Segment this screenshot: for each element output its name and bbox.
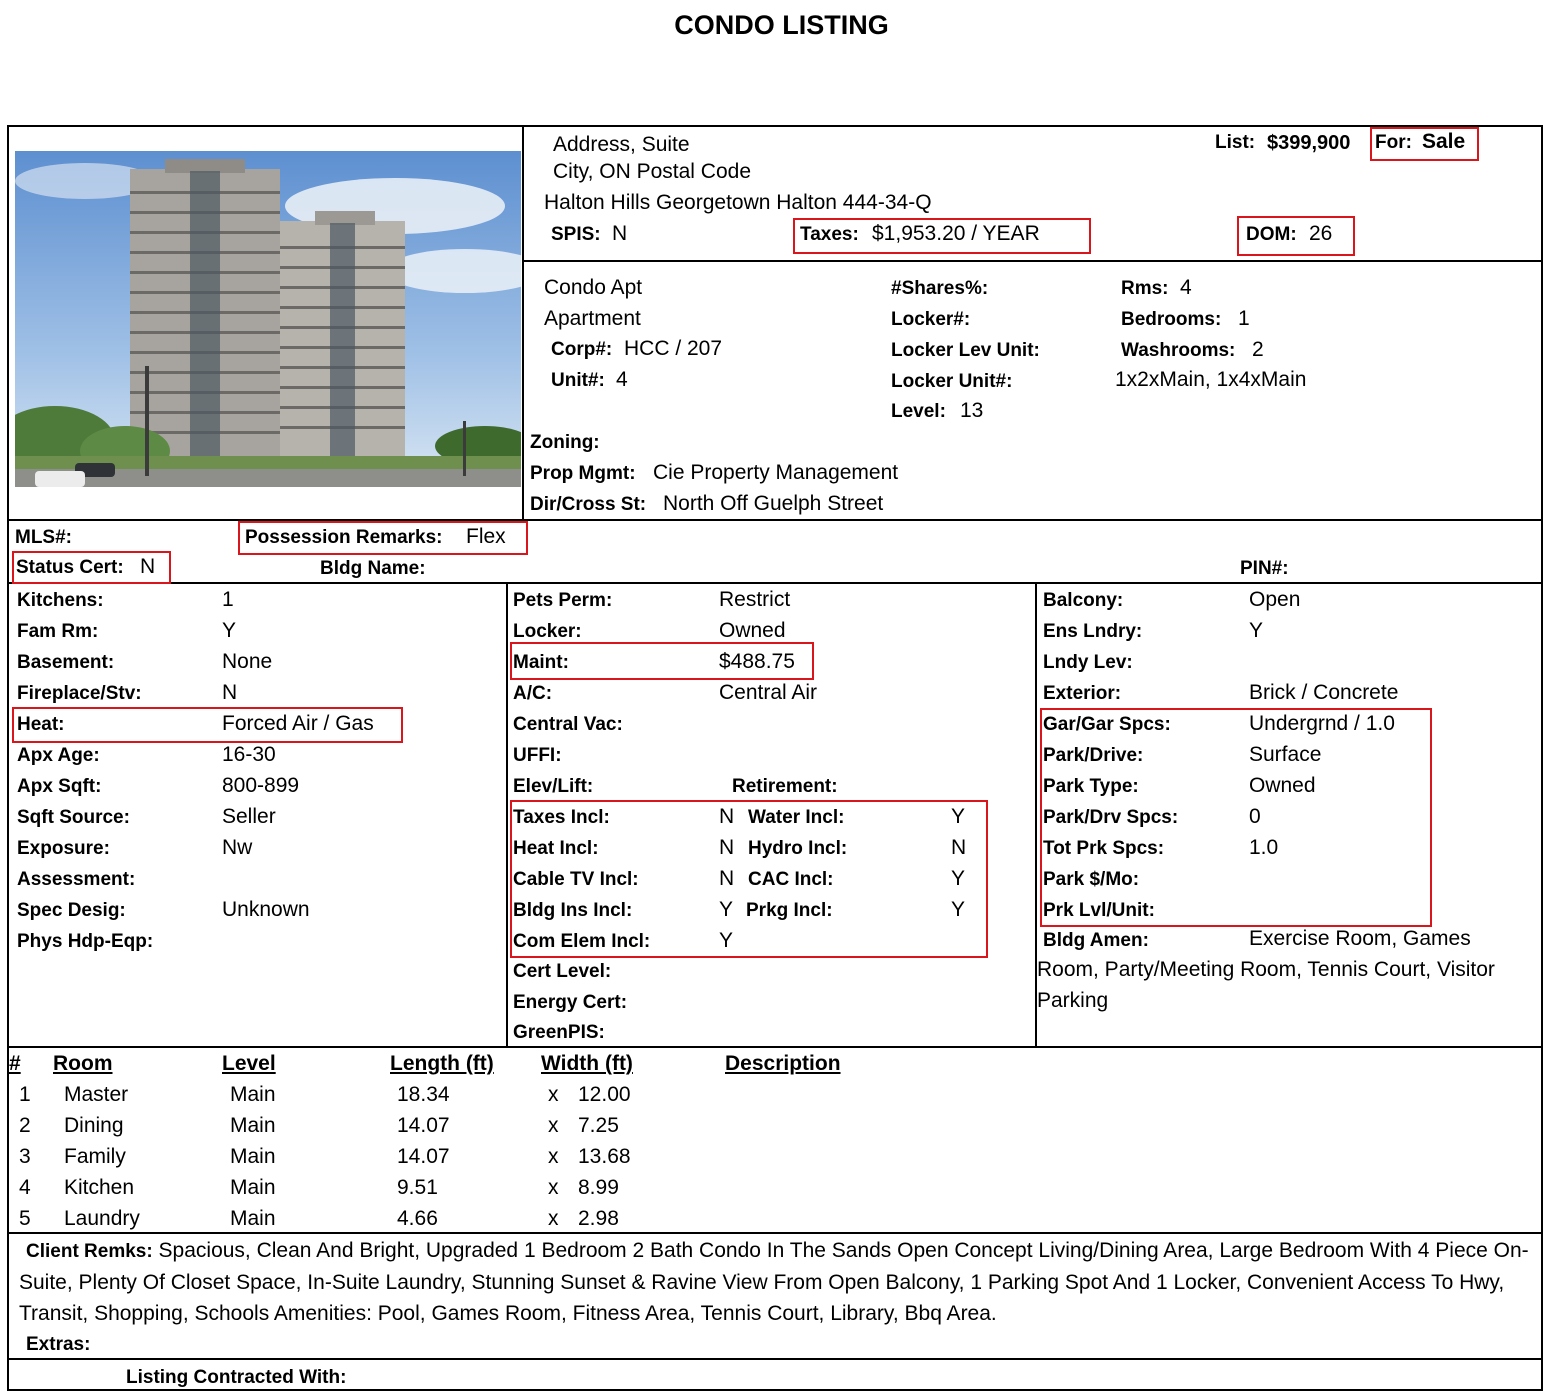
amen-line1: Exercise Room, Games (1249, 927, 1471, 950)
for-value: Sale (1422, 130, 1466, 153)
feature-value: Brick / Concrete (1249, 681, 1399, 704)
statuscert-value: N (140, 555, 156, 578)
uffi-label: UFFI: (513, 745, 562, 766)
area-line: Halton Hills Georgetown Halton 444-34-Q (544, 191, 932, 214)
corp-label: Corp#: (551, 339, 613, 360)
address-line2: City, ON Postal Code (553, 160, 752, 183)
propmgmt-label: Prop Mgmt: (530, 463, 636, 484)
inclusions-highlight (510, 800, 988, 958)
divider (8, 1046, 1542, 1048)
locker-lev-label: Locker Lev Unit: (891, 340, 1040, 361)
taxes-label: Taxes: (800, 224, 859, 245)
feature-value: 0 (1249, 805, 1261, 828)
inclusion-label: Cable TV Incl: (513, 869, 639, 890)
room-level: Main (230, 1145, 276, 1168)
feature-label: Tot Prk Spcs: (1043, 838, 1165, 859)
locker-value: Owned (719, 619, 786, 642)
taxes-value: $1,953.20 / YEAR (872, 222, 1040, 245)
inclusion-value: N (719, 867, 735, 890)
inclusion-value: Y (719, 898, 734, 921)
room-x: x (548, 1176, 559, 1199)
possession-value: Flex (466, 525, 506, 548)
dircross-value: North Off Guelph Street (663, 492, 884, 515)
client-remarks-text: Spacious, Clean And Bright, Upgraded 1 Bedroom 2 Bath Condo In The Sands Open Concept Living/Dining Area, Large Bedroom With 4 Piece On-Suite, Plenty Of Closet Space, In-Suite Laundry, Stunning Sunset & Ravine View From Open Balcony, 1 Parking Spot And 1 Locker, Convenient Access To Hwy, Transit, Shopping, Schools Amenities: Pool, Games Room, Fitness Area, Tennis Court, Library, Bbq Area. (19, 1239, 1529, 1325)
pin-label: PIN#: (1240, 558, 1289, 579)
rooms-header-room: Room (53, 1052, 113, 1075)
inclusion-label: Hydro Incl: (748, 838, 848, 859)
room-level: Main (230, 1176, 276, 1199)
washroom-detail: 1x2xMain, 1x4xMain (1115, 368, 1307, 391)
room-num: 4 (19, 1176, 31, 1199)
inclusion-value: Y (951, 867, 966, 890)
unit-style: Apartment (544, 307, 641, 330)
inclusion-value: Y (951, 898, 966, 921)
inclusion-value: N (951, 836, 967, 859)
divider (523, 260, 1541, 262)
room-num: 1 (19, 1083, 31, 1106)
room-level: Main (230, 1114, 276, 1137)
feature-label: Fam Rm: (17, 621, 99, 642)
corp-value: HCC / 207 (624, 337, 723, 360)
ac-value: Central Air (719, 681, 818, 704)
mls-label: MLS#: (15, 527, 72, 548)
feature-label: Balcony: (1043, 590, 1124, 611)
amen-line3: Parking (1037, 989, 1109, 1012)
feature-label: Ens Lndry: (1043, 621, 1143, 642)
washrooms-label: Washrooms: (1121, 340, 1236, 361)
inclusion-label: Com Elem Incl: (513, 931, 651, 952)
bedrooms-value: 1 (1238, 307, 1250, 330)
feature-label: Gar/Gar Spcs: (1043, 714, 1171, 735)
feature-label: Basement: (17, 652, 115, 673)
feature-value: Unknown (222, 898, 310, 921)
feature-label: Fireplace/Stv: (17, 683, 142, 704)
spis-value: N (612, 222, 628, 245)
room-num: 3 (19, 1145, 31, 1168)
rms-value: 4 (1180, 276, 1192, 299)
feature-value: 1.0 (1249, 836, 1279, 859)
heat-highlight (12, 707, 403, 743)
room-width: 13.68 (578, 1145, 631, 1168)
feature-label: Sqft Source: (17, 807, 130, 828)
inclusion-label: Water Incl: (748, 807, 845, 828)
room-length: 14.07 (397, 1114, 450, 1137)
rooms-header-length: Length (ft) (390, 1052, 494, 1075)
feature-value: Owned (1249, 774, 1316, 797)
feature-value: Y (222, 619, 237, 642)
feature-value: Surface (1249, 743, 1322, 766)
inclusion-value: Y (719, 929, 734, 952)
parking-highlight (1040, 708, 1432, 927)
feature-value: Open (1249, 588, 1301, 611)
inclusion-label: Taxes Incl: (513, 807, 610, 828)
address-line1: Address, Suite (553, 133, 690, 156)
inclusion-label: Prkg Incl: (746, 900, 833, 921)
feature-value: Nw (222, 836, 253, 859)
locker-no-label: Locker#: (891, 309, 971, 330)
feature-label: Apx Sqft: (17, 776, 102, 797)
room-length: 9.51 (397, 1176, 438, 1199)
room-length: 18.34 (397, 1083, 450, 1106)
pets-label: Pets Perm: (513, 590, 613, 611)
cert-label: Cert Level: (513, 961, 612, 982)
shares-label: #Shares%: (891, 278, 989, 299)
feature-label: Park/Drive: (1043, 745, 1144, 766)
divider (8, 1358, 1542, 1360)
level-value: 13 (960, 399, 984, 422)
feature-value: N (222, 681, 238, 704)
feature-label: Spec Desig: (17, 900, 126, 921)
divider (522, 126, 524, 520)
feature-value: 16-30 (222, 743, 276, 766)
page-title: CONDO LISTING (674, 10, 889, 40)
dom-label: DOM: (1246, 224, 1297, 245)
contracted-label: Listing Contracted With: (126, 1367, 347, 1388)
feature-label: Exposure: (17, 838, 110, 859)
feature-label: Prk Lvl/Unit: (1043, 900, 1155, 921)
divider (8, 582, 1542, 584)
room-width: 2.98 (578, 1207, 619, 1230)
feature-value: Seller (222, 805, 276, 828)
rooms-header-desc: Description (725, 1052, 841, 1075)
dom-value: 26 (1309, 222, 1333, 245)
rms-label: Rms: (1121, 278, 1169, 299)
rooms-header-num: # (9, 1052, 21, 1075)
room-name: Family (64, 1145, 126, 1168)
feature-value: Forced Air / Gas (222, 712, 374, 735)
possession-label: Possession Remarks: (245, 527, 443, 548)
feature-label: Park/Drv Spcs: (1043, 807, 1179, 828)
feature-label: Exterior: (1043, 683, 1122, 704)
dircross-label: Dir/Cross St: (530, 494, 647, 515)
ac-label: A/C: (513, 683, 553, 704)
unitno-label: Unit#: (551, 370, 605, 391)
list-price: $399,900 (1267, 132, 1351, 154)
room-name: Dining (64, 1114, 124, 1137)
room-x: x (548, 1083, 559, 1106)
unit-type: Condo Apt (544, 276, 643, 299)
inclusion-label: CAC Incl: (748, 869, 834, 890)
zoning-label: Zoning: (530, 432, 600, 453)
propmgmt-value: Cie Property Management (653, 461, 899, 484)
inclusion-value: N (719, 836, 735, 859)
unitno-value: 4 (616, 368, 628, 391)
room-name: Master (64, 1083, 129, 1106)
feature-value: 1 (222, 588, 234, 611)
feature-label: Assessment: (17, 869, 136, 890)
retire-label: Retirement: (732, 776, 838, 797)
amen-label: Bldg Amen: (1043, 930, 1149, 951)
room-x: x (548, 1145, 559, 1168)
feature-value: None (222, 650, 273, 673)
level-label: Level: (891, 401, 946, 422)
cvac-label: Central Vac: (513, 714, 623, 735)
feature-value: Undergrnd / 1.0 (1249, 712, 1395, 735)
bldgname-label: Bldg Name: (320, 558, 426, 579)
room-name: Kitchen (64, 1176, 135, 1199)
room-level: Main (230, 1083, 276, 1106)
feature-label: Apx Age: (17, 745, 100, 766)
inclusion-label: Bldg Ins Incl: (513, 900, 633, 921)
room-width: 8.99 (578, 1176, 619, 1199)
room-name: Laundry (64, 1207, 140, 1230)
pets-value: Restrict (719, 588, 791, 611)
statuscert-label: Status Cert: (16, 557, 124, 578)
extras-label: Extras: (26, 1334, 91, 1355)
client-remarks (19, 1235, 1544, 1329)
room-x: x (548, 1207, 559, 1230)
room-x: x (548, 1114, 559, 1137)
amen-line2: Room, Party/Meeting Room, Tennis Court, Visitor (1037, 958, 1495, 981)
divider (506, 583, 508, 1047)
feature-label: Heat: (17, 714, 65, 735)
inclusion-value: N (719, 805, 735, 828)
spis-label: SPIS: (551, 224, 601, 245)
bedrooms-label: Bedrooms: (1121, 309, 1222, 330)
elev-label: Elev/Lift: (513, 776, 594, 797)
feature-label: Lndy Lev: (1043, 652, 1133, 673)
client-remarks-label: Client Remks: (26, 1241, 153, 1262)
inclusion-value: Y (951, 805, 966, 828)
rooms-header-level: Level (222, 1052, 276, 1075)
divider (8, 1232, 1542, 1234)
rooms-header-width: Width (ft) (541, 1052, 633, 1075)
feature-value: Y (1249, 619, 1264, 642)
room-width: 12.00 (578, 1083, 631, 1106)
room-width: 7.25 (578, 1114, 619, 1137)
feature-value: 800-899 (222, 774, 300, 797)
property-photo (15, 151, 521, 487)
inclusion-label: Heat Incl: (513, 838, 599, 859)
room-level: Main (230, 1207, 276, 1230)
locker-unit-label: Locker Unit#: (891, 371, 1013, 392)
energy-label: Energy Cert: (513, 992, 628, 1013)
list-label: List: (1215, 132, 1256, 153)
room-num: 2 (19, 1114, 31, 1137)
green-label: GreenPIS: (513, 1022, 605, 1043)
washrooms-value: 2 (1252, 338, 1264, 361)
for-label: For: (1375, 132, 1412, 153)
room-length: 4.66 (397, 1207, 438, 1230)
maint-label: Maint: (513, 652, 569, 673)
room-num: 5 (19, 1207, 31, 1230)
feature-label: Kitchens: (17, 590, 104, 611)
feature-label: Phys Hdp-Eqp: (17, 931, 154, 952)
maint-value: $488.75 (719, 650, 795, 673)
feature-label: Park $/Mo: (1043, 869, 1140, 890)
feature-label: Park Type: (1043, 776, 1139, 797)
locker-label: Locker: (513, 621, 582, 642)
room-length: 14.07 (397, 1145, 450, 1168)
